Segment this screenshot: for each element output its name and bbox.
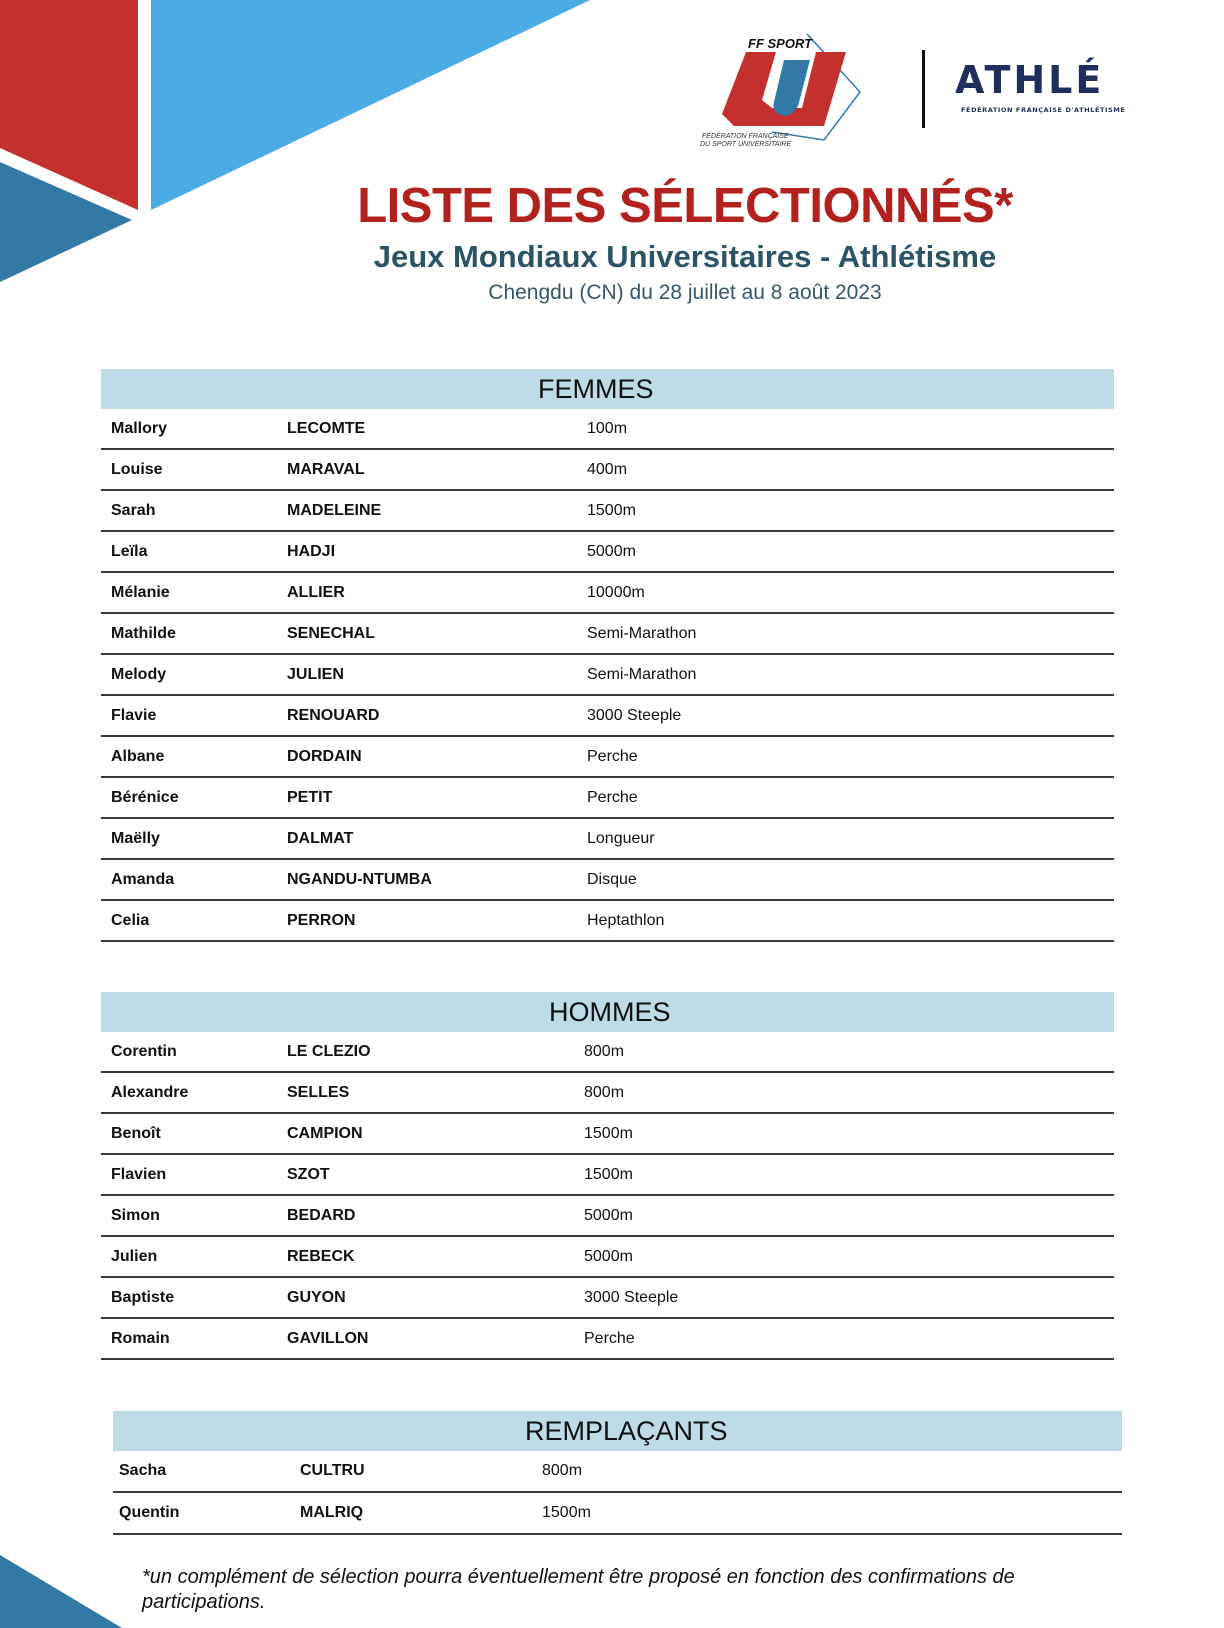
table-row: [101, 778, 1114, 819]
ffsu-caption-1: FÉDÉRATION FRANÇAISE: [702, 133, 789, 140]
last-name: REBECK: [287, 1248, 355, 1265]
table-row: [101, 1237, 1114, 1278]
event: Perche: [587, 748, 638, 765]
event: 400m: [587, 461, 628, 478]
first-name: Sarah: [111, 502, 156, 519]
last-name: GUYON: [287, 1289, 346, 1306]
ffsu-caption-2: DU SPORT UNIVERSITAIRE: [700, 141, 792, 148]
last-name: SZOT: [287, 1166, 330, 1183]
table-row: [101, 1278, 1114, 1319]
last-name: CAMPION: [287, 1125, 363, 1142]
table-row: [101, 450, 1114, 491]
remplacants-header: [113, 1411, 1122, 1451]
last-name: LE CLEZIO: [287, 1043, 371, 1060]
last-name: PERRON: [287, 912, 356, 929]
last-name: PETIT: [287, 789, 333, 806]
event: 800m: [542, 1462, 583, 1479]
event: Heptathlon: [587, 912, 665, 929]
first-name: Louise: [111, 461, 163, 478]
first-name: Simon: [111, 1207, 160, 1224]
first-name: Flavien: [111, 1166, 167, 1183]
event: Semi-Marathon: [587, 625, 697, 642]
event: 10000m: [587, 584, 645, 601]
first-name: Bérénice: [111, 789, 179, 806]
last-name: LECOMTE: [287, 420, 366, 437]
athle-wordmark: ATHLÉ: [955, 58, 1105, 102]
first-name: Corentin: [111, 1043, 177, 1060]
ffsu-top-text: FF SPORT: [748, 36, 813, 51]
last-name: MARAVAL: [287, 461, 365, 478]
ffsu-logo-graphic: [700, 30, 887, 148]
table-row: [101, 614, 1114, 655]
event: 1500m: [584, 1125, 633, 1142]
last-name: CULTRU: [300, 1462, 365, 1479]
event: 1500m: [542, 1504, 591, 1521]
event: 800m: [584, 1043, 625, 1060]
femmes-rows: [101, 409, 1114, 942]
table-row: [101, 491, 1114, 532]
logo-separator: [922, 50, 925, 128]
last-name: DORDAIN: [287, 748, 362, 765]
hommes-title: HOMMES: [549, 997, 671, 1027]
last-name: ALLIER: [287, 584, 345, 601]
last-name: GAVILLON: [287, 1330, 369, 1347]
first-name: Mélanie: [111, 584, 170, 601]
table-row: [101, 819, 1114, 860]
first-name: Mathilde: [111, 625, 176, 642]
last-name: HADJI: [287, 543, 336, 560]
first-name: Julien: [111, 1248, 158, 1265]
first-name: Celia: [111, 912, 150, 929]
event-dates: Chengdu (CN) du 28 juillet au 8 août 2023: [488, 281, 882, 304]
table-row: [101, 1196, 1114, 1237]
first-name: Mallory: [111, 420, 168, 437]
hommes-table: [101, 992, 1114, 1360]
footnote: *un complément de sélection pourra éventuellement être proposé en fonction des confirmations de participations.: [142, 1566, 1015, 1613]
first-name: Sacha: [119, 1462, 167, 1479]
event: 1500m: [587, 502, 636, 519]
table-row: [101, 1073, 1114, 1114]
femmes-header: [101, 369, 1114, 409]
first-name: Albane: [111, 748, 165, 765]
event: 100m: [587, 420, 628, 437]
event: 5000m: [587, 543, 636, 560]
event: Disque: [587, 871, 637, 888]
bottom-corner-decoration: [0, 1550, 140, 1628]
femmes-table: [101, 369, 1114, 942]
table-row: [101, 573, 1114, 614]
page-subtitle: Jeux Mondiaux Universitaires - Athlétisme: [373, 239, 997, 274]
last-name: MADELEINE: [287, 502, 382, 519]
hommes-header: [101, 992, 1114, 1032]
first-name: Amanda: [111, 871, 175, 888]
first-name: Quentin: [119, 1504, 180, 1521]
first-name: Melody: [111, 666, 167, 683]
first-name: Alexandre: [111, 1084, 189, 1101]
first-name: Maëlly: [111, 830, 160, 847]
event: 5000m: [584, 1248, 633, 1265]
event: Perche: [584, 1330, 635, 1347]
table-row: [101, 1319, 1114, 1360]
first-name: Flavie: [111, 707, 157, 724]
table-row: [101, 409, 1114, 450]
event: 3000 Steeple: [584, 1289, 679, 1306]
table-row: [101, 737, 1114, 778]
last-name: DALMAT: [287, 830, 354, 847]
ffsu-logo: [700, 30, 887, 148]
last-name: SENECHAL: [287, 625, 376, 642]
table-row: [101, 696, 1114, 737]
page-title: LISTE DES SÉLECTIONNÉS*: [357, 179, 1013, 233]
table-row: [101, 1155, 1114, 1196]
first-name: Baptiste: [111, 1289, 175, 1306]
table-row: [101, 1114, 1114, 1155]
event: 5000m: [584, 1207, 633, 1224]
table-row: [101, 901, 1114, 942]
event: Longueur: [587, 830, 655, 847]
event: Semi-Marathon: [587, 666, 697, 683]
last-name: JULIEN: [287, 666, 344, 683]
last-name: RENOUARD: [287, 707, 380, 724]
event: 3000 Steeple: [587, 707, 682, 724]
event: 800m: [584, 1084, 625, 1101]
table-row: [101, 532, 1114, 573]
table-row: [101, 1032, 1114, 1073]
first-name: Romain: [111, 1330, 170, 1347]
last-name: MALRIQ: [300, 1504, 364, 1521]
first-name: Leïla: [111, 543, 148, 560]
athle-caption: FÉDÉRATION FRANÇAISE D'ATHLÉTISME: [961, 106, 1126, 114]
remplacants-table: [113, 1411, 1122, 1535]
event: 1500m: [584, 1166, 633, 1183]
athle-logo: [955, 60, 1155, 120]
dark-blue-shape-bottom: [0, 1555, 122, 1628]
last-name: BEDARD: [287, 1207, 356, 1224]
event: Perche: [587, 789, 638, 806]
last-name: NGANDU-NTUMBA: [287, 871, 432, 888]
remplacants-title: REMPLAÇANTS: [525, 1416, 728, 1446]
table-row: [101, 860, 1114, 901]
first-name: Benoît: [111, 1125, 161, 1142]
hommes-rows: [101, 1032, 1114, 1360]
table-row: [101, 655, 1114, 696]
table-row: [113, 1493, 1122, 1535]
remplacants-rows: [113, 1451, 1122, 1535]
table-row: [113, 1451, 1122, 1493]
femmes-title: FEMMES: [538, 374, 654, 404]
last-name: SELLES: [287, 1084, 350, 1101]
